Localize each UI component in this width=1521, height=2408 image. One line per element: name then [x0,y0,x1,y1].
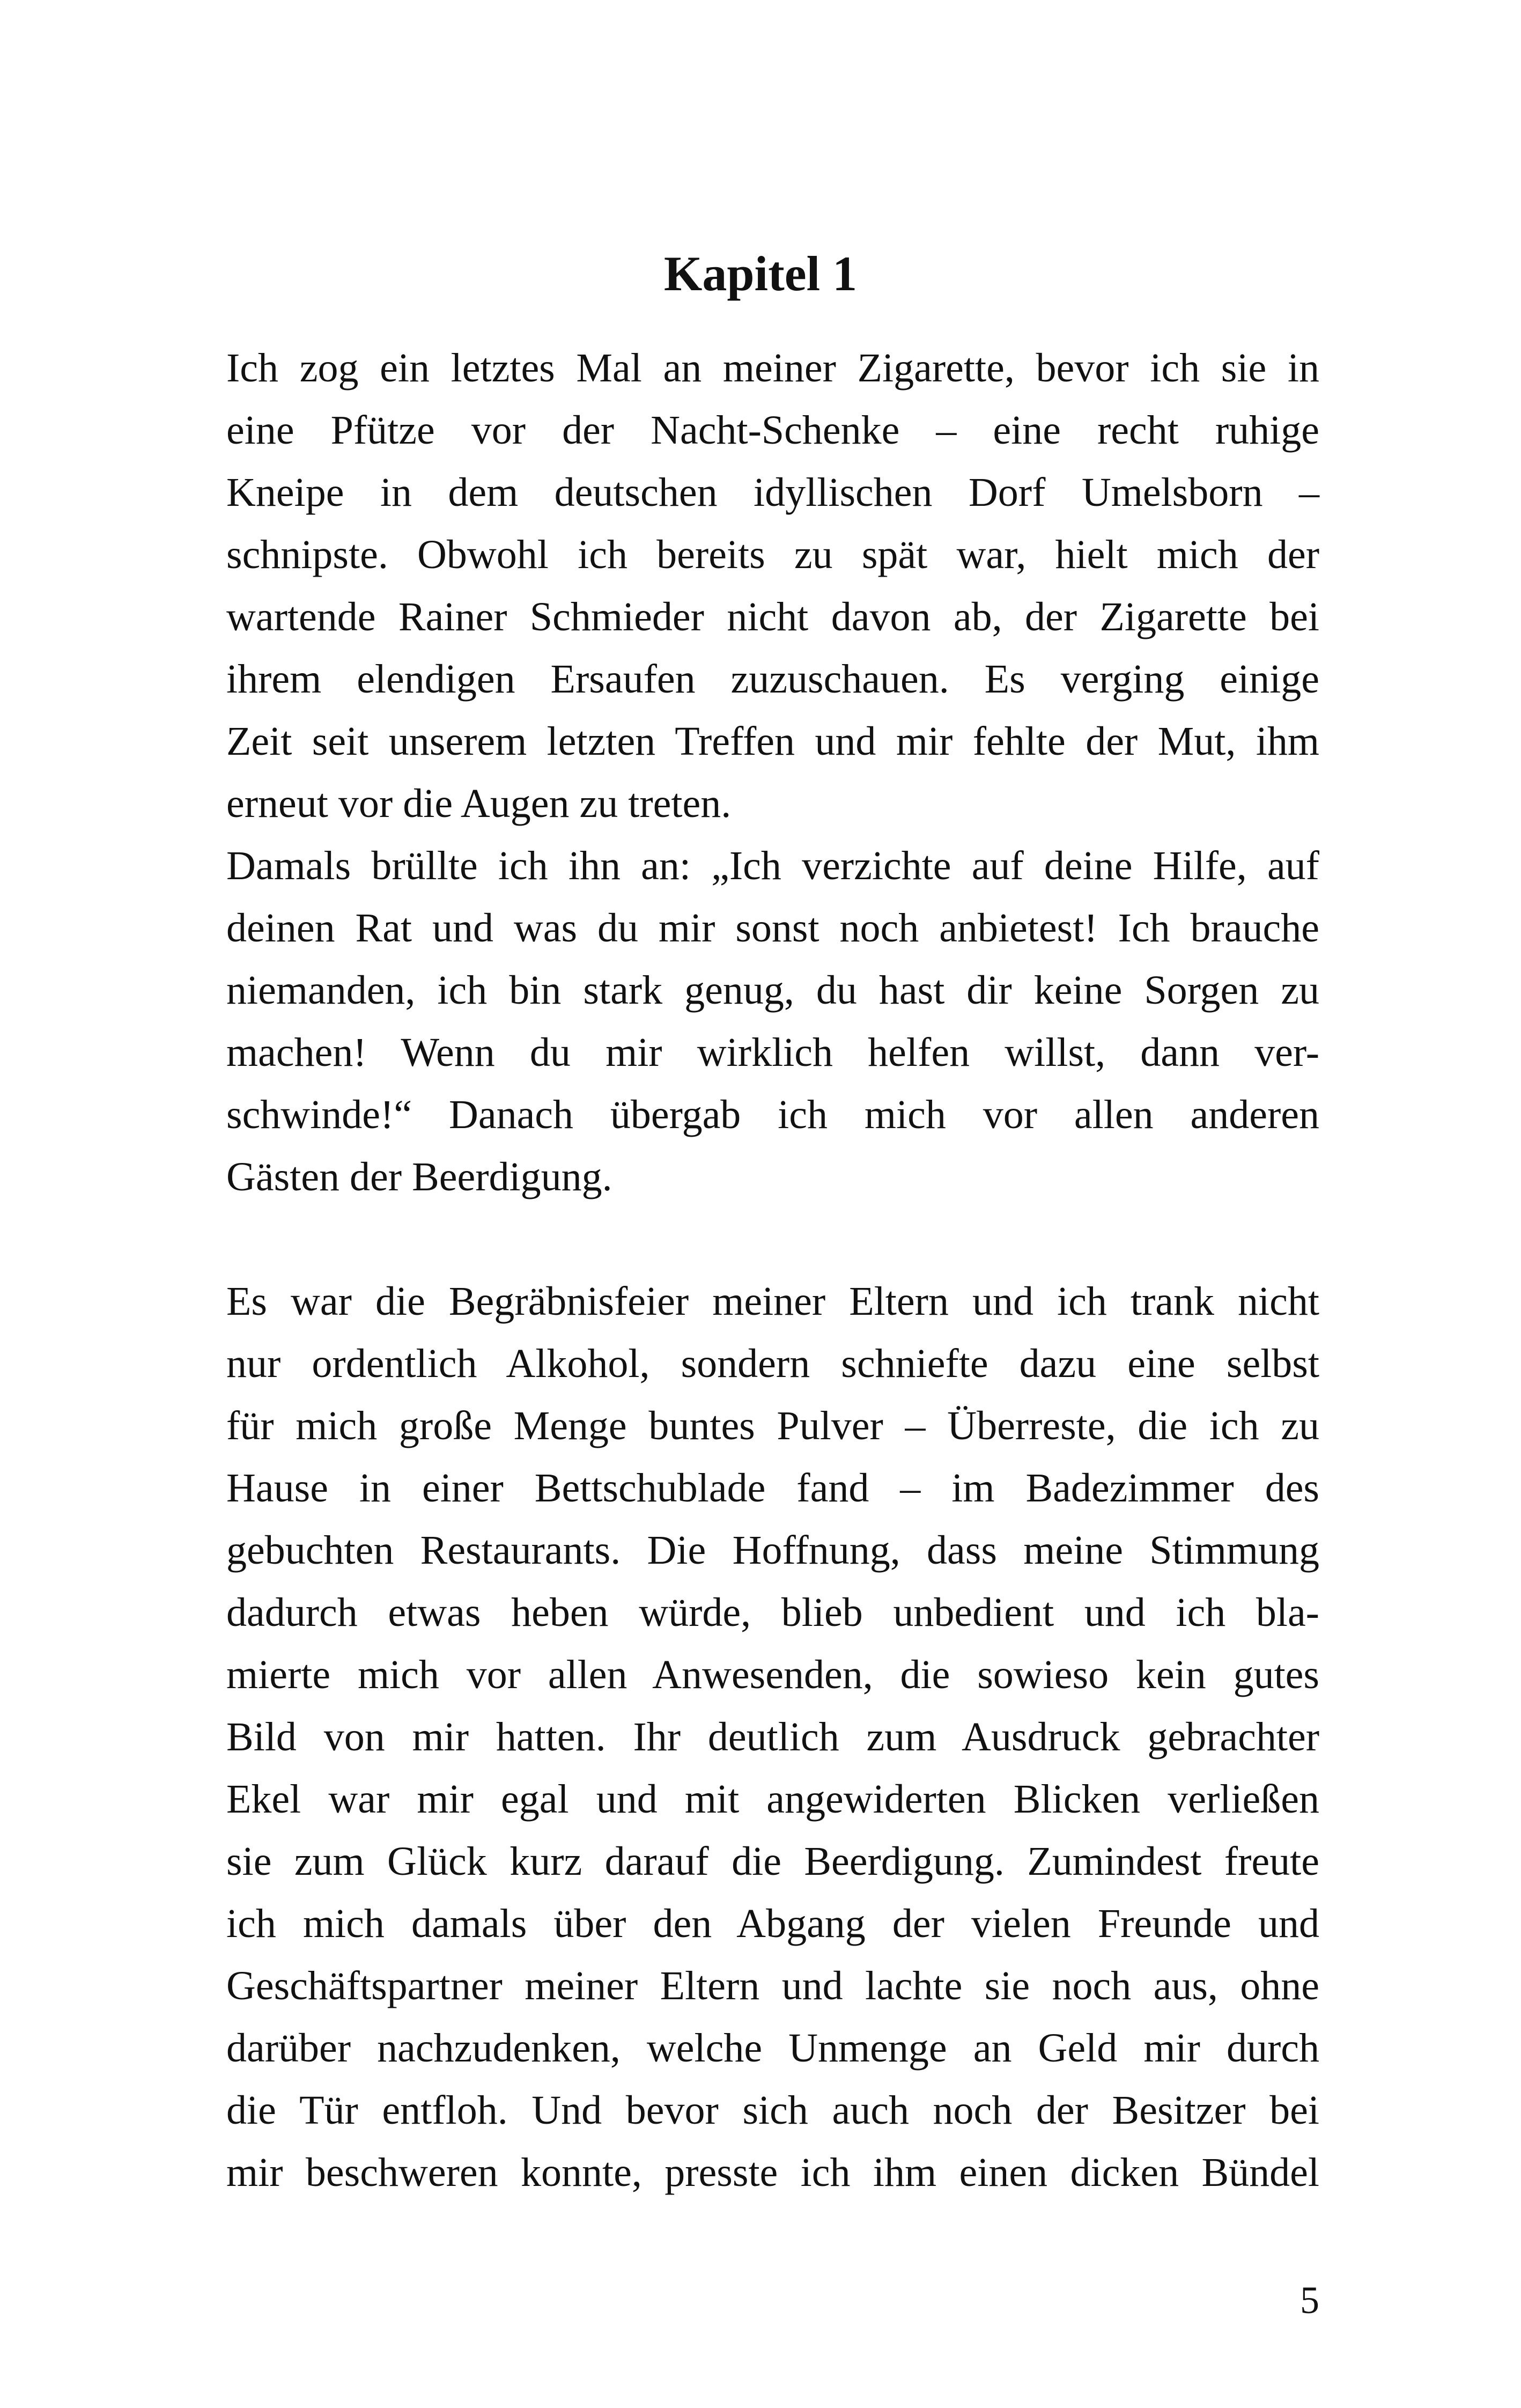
chapter-title: Kapitel 1 [663,246,858,301]
paragraph-1 [226,337,1319,835]
text-line: dadurch etwas heben würde, blieb unbedient und ich bla- [226,1590,1319,1635]
text-line: Kneipe in dem deutschen idyllischen Dorf Umelsborn – [226,470,1319,515]
text-line: niemanden, ich bin stark genug, du hast dir keine Sorgen zu [226,968,1319,1013]
text-line: die Tür entfloh. Und bevor sich auch noch der Besitzer bei [226,2088,1319,2133]
page-number: 5 [1300,2279,1319,2322]
text-line: ich mich damals über den Abgang der vielen Freunde und [226,1901,1319,1946]
paragraph-3 [226,1270,1319,2204]
text-line: gebuchten Restaurants. Die Hoffnung, dass meine Stimmung [226,1528,1319,1573]
text-line: sie zum Glück kurz darauf die Beerdigung. Zumindest freute [226,1839,1319,1884]
body-text [226,337,1319,2204]
text-line: Hause in einer Bettschublade fand – im Badezimmer des [226,1466,1319,1511]
text-line: Zeit seit unserem letzten Treffen und mir fehlte der Mut, ihm [226,719,1319,764]
text-line: ihrem elendigen Ersaufen zuzuschauen. Es verging einige [226,657,1319,702]
text-line: erneut vor die Augen zu treten. [226,781,732,826]
text-line: darüber nachzudenken, welche Unmenge an Geld mir durch [226,2026,1319,2071]
text-line: Ich zog ein letztes Mal an meiner Zigarette, bevor ich sie in [226,345,1319,391]
text-line: Damals brüllte ich ihn an: „Ich verzichte auf deine Hilfe, auf [226,843,1319,888]
text-line: eine Pfütze vor der Nacht-Schenke – eine recht ruhige [226,408,1319,453]
text-line: Gästen der Beerdigung. [226,1154,612,1199]
text-line: für mich große Menge buntes Pulver – Überreste, die ich zu [226,1403,1319,1448]
text-line: mierte mich vor allen Anwesenden, die sowieso kein gutes [226,1652,1319,1697]
text-line: Bild von mir hatten. Ihr deutlich zum Ausdruck gebrachter [226,1714,1319,1759]
text-line: deinen Rat und was du mir sonst noch anbietest! Ich brauche [226,905,1319,951]
text-line: Ekel war mir egal und mit angewiderten Blicken verließen [226,1777,1319,1822]
text-line: machen! Wenn du mir wirklich helfen willst, dann ver- [226,1030,1319,1075]
paragraph-spacer [226,1208,1319,1270]
paragraph-2 [226,835,1319,1208]
text-line: nur ordentlich Alkohol, sondern schniefte dazu eine selbst [226,1341,1319,1386]
text-line: schnipste. Obwohl ich bereits zu spät war, hielt mich der [226,532,1319,577]
text-line: wartende Rainer Schmieder nicht davon ab, der Zigarette bei [226,594,1319,639]
text-line: Es war die Begräbnisfeier meiner Eltern und ich trank nicht [226,1279,1319,1324]
text-line: Geschäftspartner meiner Eltern und lachte sie noch aus, ohne [226,1963,1319,2008]
text-line: mir beschweren konnte, presste ich ihm einen dicken Bündel [226,2150,1319,2195]
text-line: schwinde!“ Danach übergab ich mich vor allen anderen [226,1092,1319,1137]
